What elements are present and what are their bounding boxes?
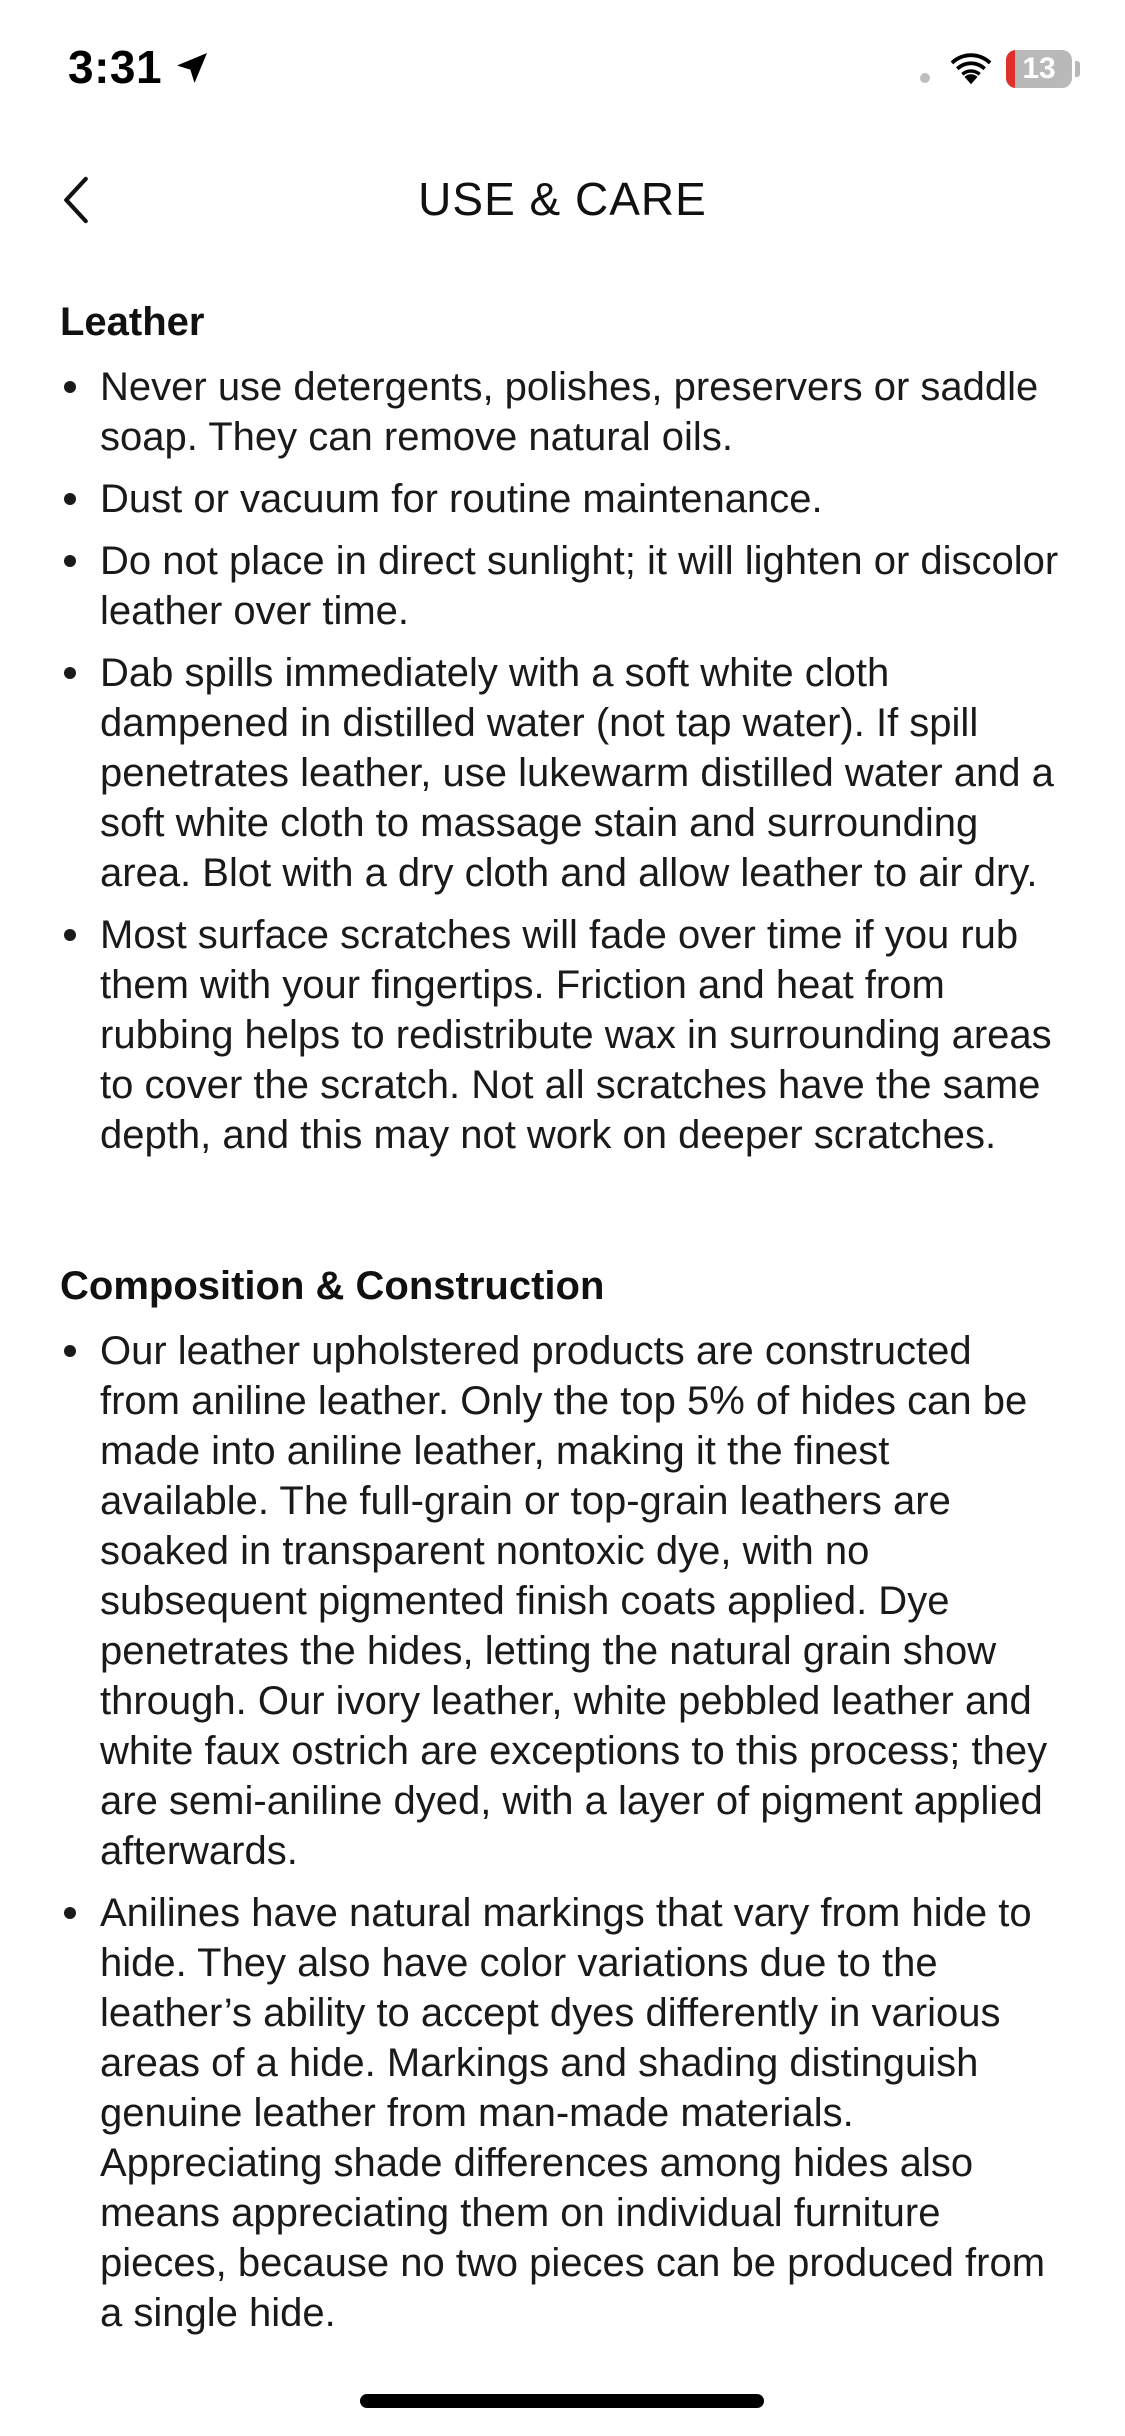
list-item: Most surface scratches will fade over time if you rub them with your fingertips. Friction and heat from rubbing helps to redistribute wax in surrounding areas to cover the scratch. Not all scratches have the same depth, and this may not work on deeper scratches. bbox=[60, 910, 1060, 1160]
list-item: Never use detergents, polishes, preservers or saddle soap. They can remove natural oils. bbox=[60, 362, 1060, 462]
list-item: Do not place in direct sunlight; it will lighten or discolor leather over time. bbox=[60, 536, 1060, 636]
bullet-list bbox=[60, 362, 1060, 1160]
section-heading: Composition & Construction bbox=[60, 1264, 605, 1308]
battery-indicator bbox=[1006, 50, 1072, 88]
status-time: 3:31 bbox=[68, 41, 163, 93]
location-arrow-icon bbox=[172, 48, 212, 88]
home-indicator[interactable] bbox=[360, 2394, 764, 2408]
section-leather bbox=[60, 296, 1060, 1160]
list-item: Anilines have natural markings that vary from hide to hide. They also have color variations due to the leather’s ability to accept dyes differently in various areas of a hide. Markings and shading distinguish genuine leather from man-made materials. Appreciating shade differences among hides also means appreciating them on individual furniture pieces, because no two pieces can be produced from a single hide. bbox=[60, 1888, 1060, 2338]
list-item: Dust or vacuum for routine maintenance. bbox=[60, 474, 1060, 524]
bullet-list bbox=[60, 1326, 1060, 2338]
privacy-dot-icon bbox=[920, 73, 930, 83]
status-bar bbox=[0, 0, 1125, 140]
page-title: USE & CARE bbox=[418, 173, 707, 225]
section-heading: Leather bbox=[60, 300, 205, 344]
wifi-icon bbox=[948, 50, 994, 86]
nav-header bbox=[0, 150, 1125, 250]
battery-level: 13 bbox=[1022, 52, 1056, 85]
battery-cap bbox=[1075, 61, 1080, 77]
list-item: Dab spills immediately with a soft white cloth dampened in distilled water (not tap water). If spill penetrates leather, use lukewarm distilled water and a soft white cloth to massage stain and surrounding area. Blot with a dry cloth and allow leather to air dry. bbox=[60, 648, 1060, 898]
list-item: Our leather upholstered products are constructed from aniline leather. Only the top 5% of hides can be made into aniline leather, making it the finest available. The full-grain or top-grain leathers are soaked in transparent nontoxic dye, with no subsequent pigmented finish coats applied. Dye penetrates the hides, letting the natural grain show through. Our ivory leather, white pebbled leather and white faux ostrich are exceptions to this process; they are semi-aniline dyed, with a layer of pigment applied afterwards. bbox=[60, 1326, 1060, 1876]
section-composition-construction bbox=[60, 1260, 1060, 2338]
care-content[interactable] bbox=[60, 296, 1060, 2350]
